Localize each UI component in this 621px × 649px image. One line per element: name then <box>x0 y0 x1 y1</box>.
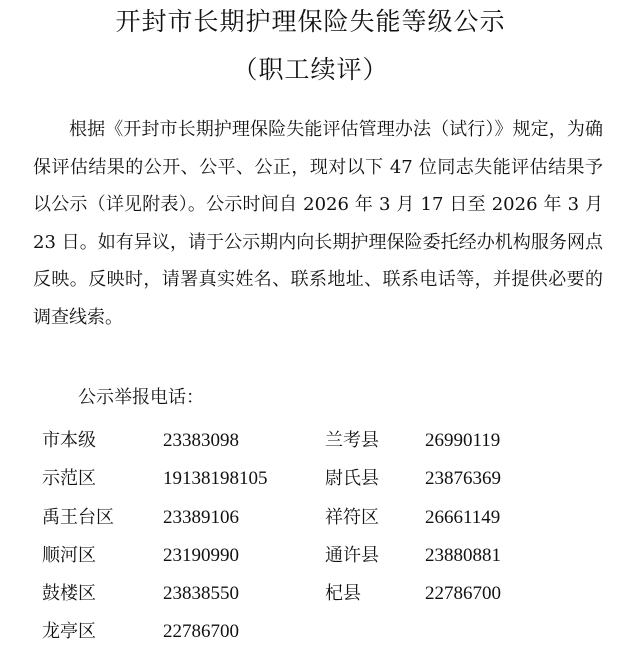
district-name: 兰考县 <box>325 430 379 451</box>
phone-number: 23880881 <box>425 545 501 566</box>
phone-number: 23838550 <box>163 583 239 604</box>
phone-number: 19138198105 <box>163 468 268 489</box>
district-name: 顺河区 <box>42 545 96 566</box>
phone-number: 23389106 <box>163 507 239 528</box>
phone-number: 23190990 <box>163 545 239 566</box>
district-name: 示范区 <box>42 468 96 489</box>
notice-paragraph: 根据《开封市长期护理保险失能评估管理办法（试行）》规定，为确保评估结果的公开、公平、公正，现对以下 47 位同志失能评估结果予以公示（详见附表）。公示时间自 2026 年 3 月 17 日至 2026 年 3 月 23 日。如有异议，请于公示期内向长期护理保险委托经办机构服务网点反映。反映时，请署真实姓名、联系地址、联系电话等，并提供必要的调查线索。 <box>33 119 603 328</box>
phone-number: 26661149 <box>425 507 501 528</box>
district-name: 通许县 <box>325 545 379 566</box>
hotline-label: 公示举报电话： <box>78 387 204 408</box>
district-name: 尉氏县 <box>325 468 379 489</box>
phone-number: 22786700 <box>425 583 501 604</box>
district-name: 祥符区 <box>325 507 379 528</box>
phone-number: 26990119 <box>425 430 501 451</box>
district-name: 市本级 <box>42 430 96 451</box>
page-subtitle: （职工续评） <box>232 55 389 84</box>
phone-number: 23876369 <box>425 468 501 489</box>
district-name: 杞县 <box>325 583 361 604</box>
district-name: 龙亭区 <box>42 621 96 642</box>
phone-number: 23383098 <box>163 430 239 451</box>
district-name: 禹王台区 <box>42 507 114 528</box>
page-title: 开封市长期护理保险失能等级公示 <box>115 7 506 36</box>
district-name: 鼓楼区 <box>42 583 96 604</box>
phone-number: 22786700 <box>163 621 239 642</box>
